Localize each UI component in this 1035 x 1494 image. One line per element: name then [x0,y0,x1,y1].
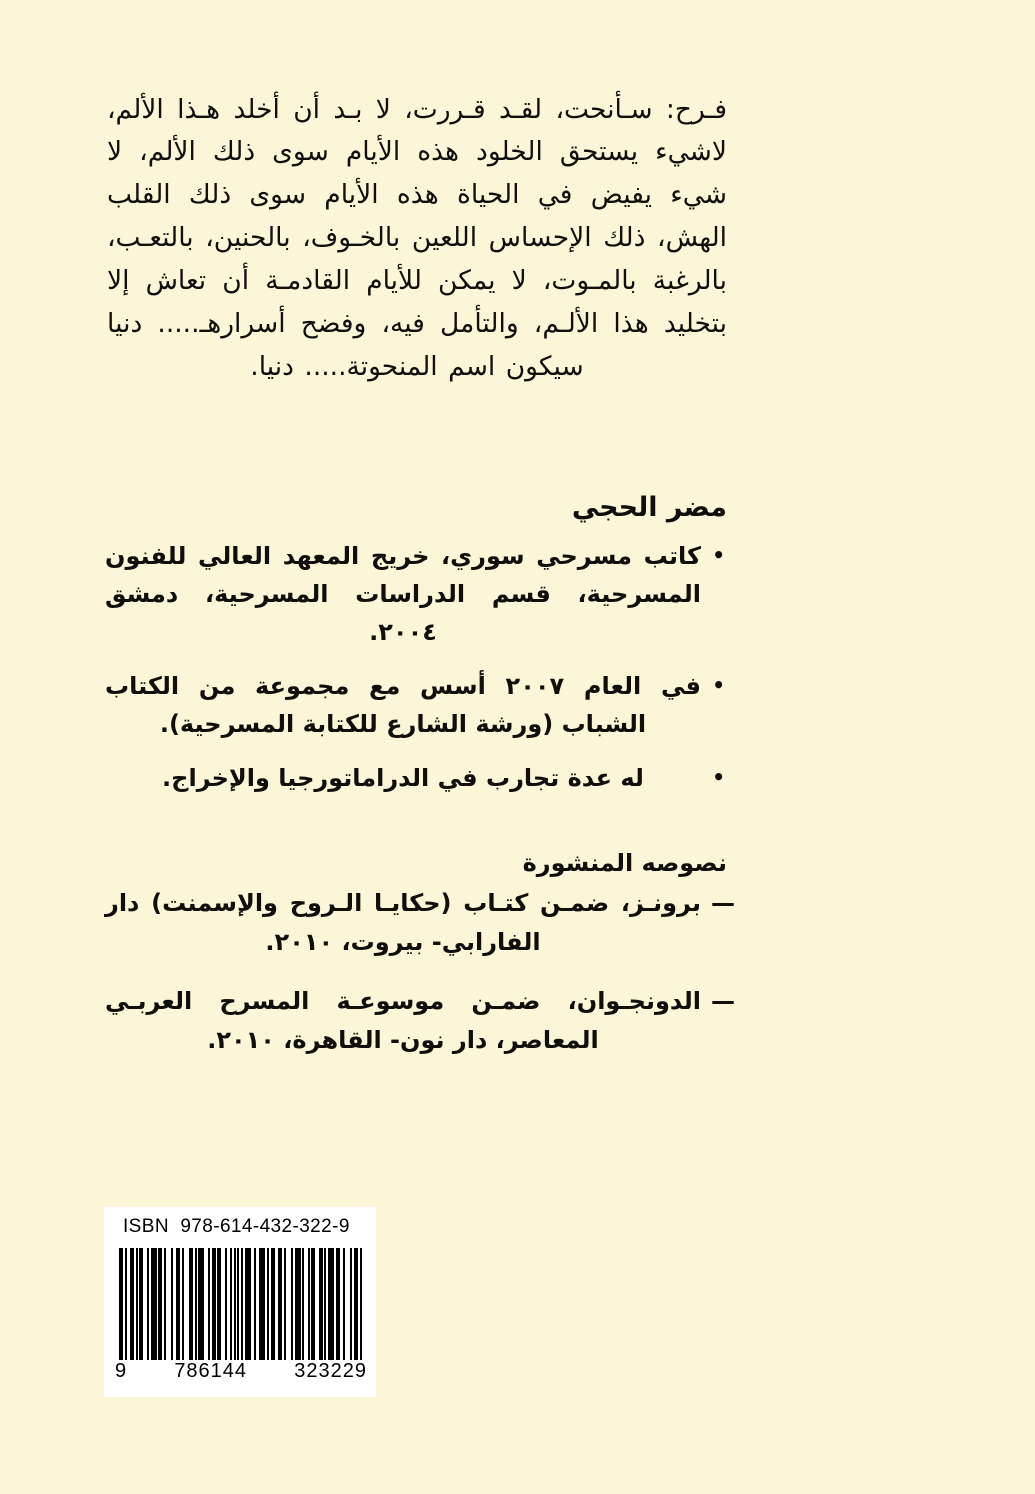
excerpt-paragraph: فـرح: سـأنحت، لقـد قـررت، لا بـد أن أخلد هـذا الألم، لاشيء يستحق الخلود هذه الأيام سوى ذلك الألم، لا شيء يفيض في الحياة هذه الأيام سوى ذلك القلب الهش، ذلك الإحساس اللعين بالخـوف، بالحنين، بالتعـب، بالرغبة بالمـوت، لا يمكن للأيام القادمـة أن تعاش إلا بتخليد هذا الألـم، والتأمل فيه، وفضح أسرارهـ..... دنيا سيكون اسم المنحوتة..... دنيا. [107,93,727,383]
barcode-digits [115,1360,367,1383]
published-works-heading: نصوصه المنشورة [522,849,727,877]
barcode-bars [119,1248,365,1360]
isbn-label: ISBN [123,1216,169,1237]
published-works-list [105,884,735,1080]
list-item: • كاتب مسرحي سوري، خريج المعهد العالي للفنون المسرحية، قسم الدراسات المسرحية، دمشق ٢٠٠٤. [105,538,727,652]
author-bio-list [105,538,727,813]
barcode-digit-group2: 323229 [294,1360,367,1382]
isbn-barcode [104,1207,376,1397]
barcode-digit-group1: 786144 [174,1360,248,1382]
author-name: مضر الحجي [571,492,727,524]
list-item: — برونـز، ضمـن كتـاب (حكايـا الـروح والإسمنت) دار الفارابي- بيروت، ٢٠١٠. [105,884,735,962]
isbn-number: 978-614-432-322-9 [180,1216,350,1237]
list-item: • له عدة تجارب في الدراماتورجيا والإخراج. [105,760,727,798]
isbn-text [123,1216,350,1238]
list-item: — الدونجـوان، ضمـن موسوعـة المسرح العربـي المعاصر، دار نون- القاهرة، ٢٠١٠. [105,982,735,1060]
barcode-digit-left: 9 [115,1360,128,1382]
list-item: • في العام ٢٠٠٧ أسس مع مجموعة من الكتاب الشباب (ورشة الشارع للكتابة المسرحية). [105,668,727,744]
